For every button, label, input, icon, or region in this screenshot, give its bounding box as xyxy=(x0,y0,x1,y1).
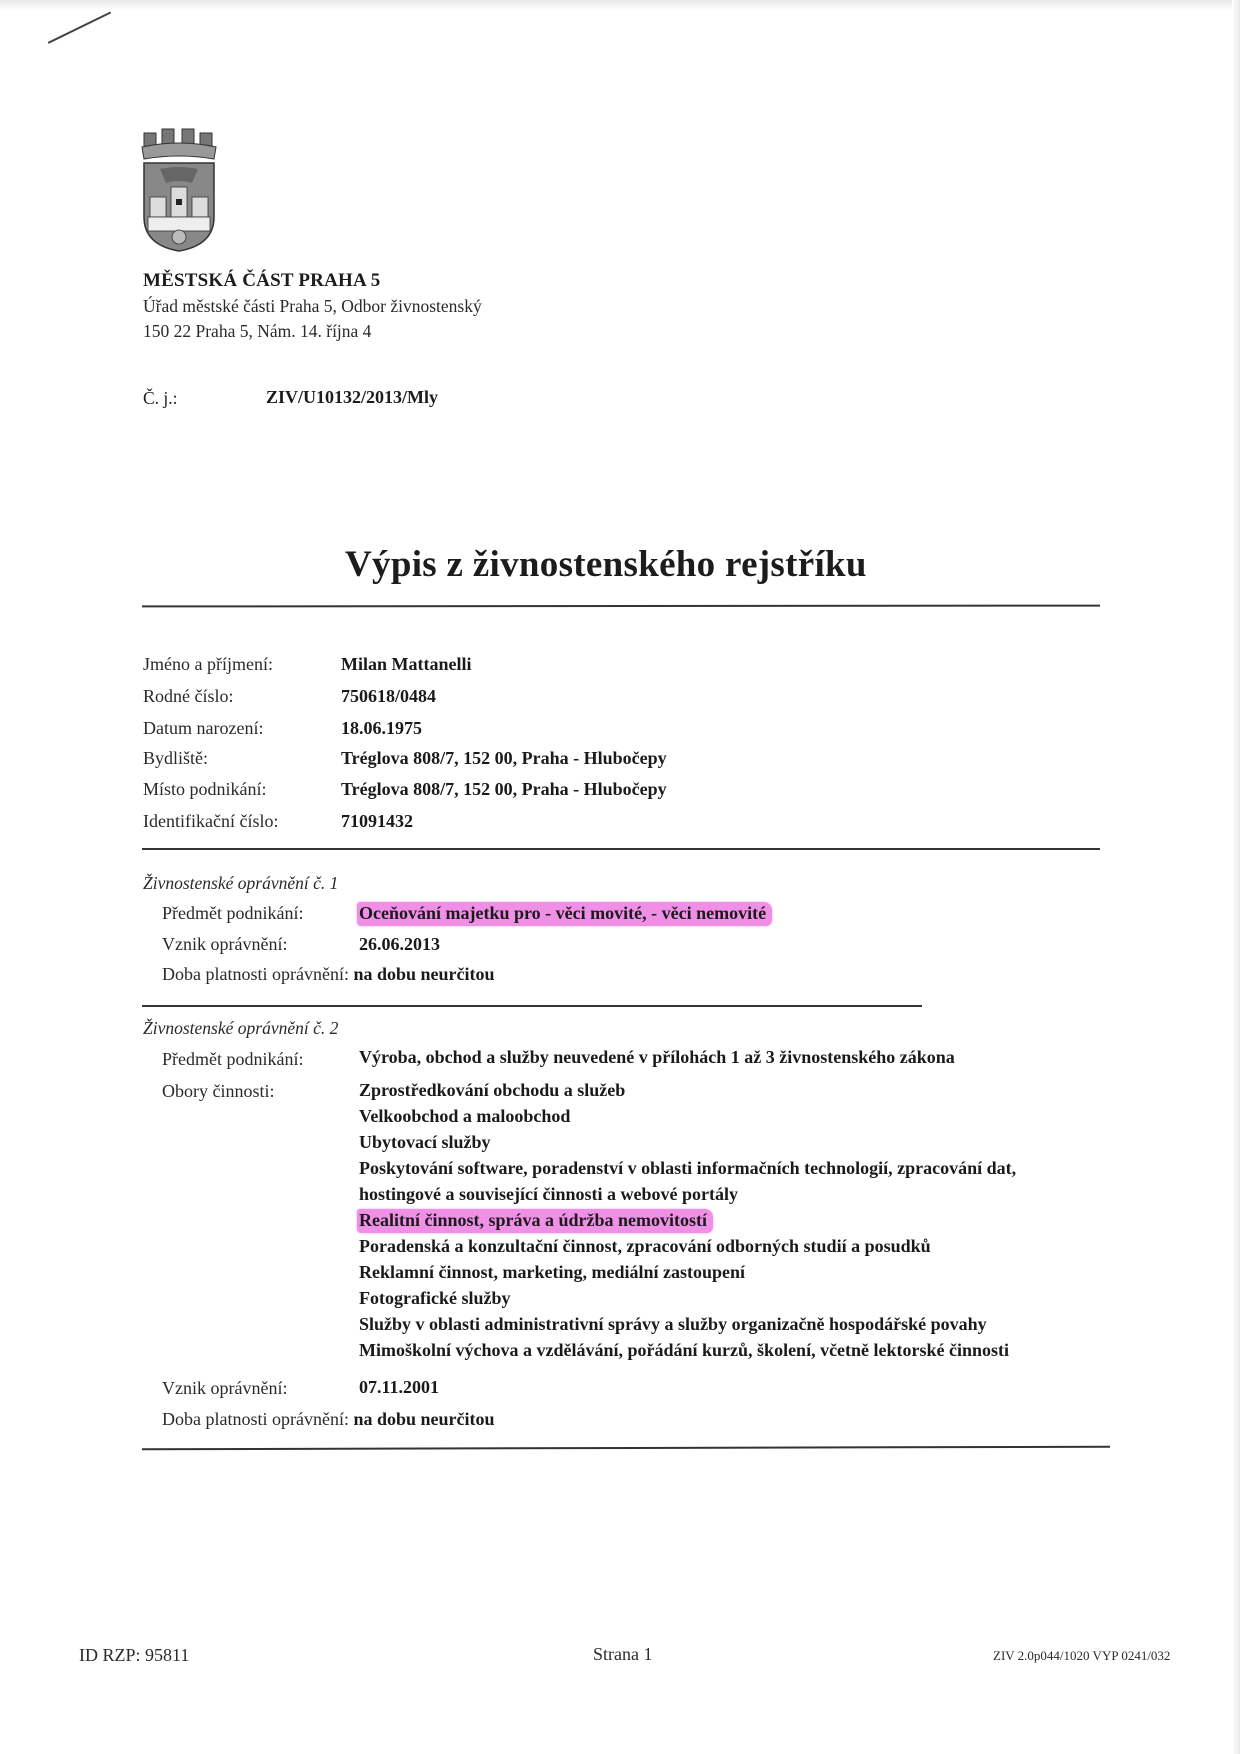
validity-value: na dobu neurčitou xyxy=(353,964,495,984)
field-item: Poskytování software, poradenství v oblasti informačních technologií, zpracování dat, xyxy=(359,1158,1017,1178)
fields-label: Obory činnosti: xyxy=(162,1081,275,1101)
license-title: Živnostenské oprávnění č. 2 xyxy=(143,1018,339,1038)
field-item: Fotografické služby xyxy=(359,1288,511,1308)
organization-name: MĚSTSKÁ ČÁST PRAHA 5 xyxy=(143,270,381,291)
divider xyxy=(142,1446,1110,1451)
scan-edge-right xyxy=(1232,0,1240,1754)
field-item: Mimoškolní výchova a vzdělávání, pořádání kurzů, školení, včetně lektorské činnosti xyxy=(359,1340,1010,1360)
field-item: Zprostředkování obchodu a služeb xyxy=(359,1080,626,1100)
divider xyxy=(142,848,1100,850)
origin-label: Vznik oprávnění: xyxy=(162,1378,288,1398)
business-place-value: Tréglova 808/7, 152 00, Praha - Hlubočepy xyxy=(341,779,667,799)
divider xyxy=(142,605,1100,608)
field-item: Velkoobchod a maloobchod xyxy=(359,1106,571,1126)
residence-value: Tréglova 808/7, 152 00, Praha - Hlubočepy xyxy=(341,748,667,768)
validity-row xyxy=(162,964,495,985)
validity-value: na dobu neurčitou xyxy=(353,1409,495,1429)
subject-label: Předmět podnikání: xyxy=(162,903,304,923)
validity-row xyxy=(162,1409,495,1430)
origin-label: Vznik oprávnění: xyxy=(162,934,288,954)
scan-edge-top xyxy=(0,0,1240,10)
organization-address: 150 22 Praha 5, Nám. 14. října 4 xyxy=(143,321,372,341)
subject-label: Předmět podnikání: xyxy=(162,1049,304,1069)
name-value: Milan Mattanelli xyxy=(341,654,472,674)
company-id-value: 71091432 xyxy=(341,811,413,831)
prague5-crest-icon xyxy=(140,125,218,253)
form-code: ZIV 2.0p044/1020 VYP 0241/032 xyxy=(993,1648,1171,1663)
reference-label: Č. j.: xyxy=(143,388,178,408)
highlighted-text: Realitní činnost, správa a údržba nemovitostí xyxy=(357,1209,713,1233)
field-item: Ubytovací služby xyxy=(359,1132,491,1152)
residence-label: Bydliště: xyxy=(143,748,209,768)
reference-number: ZIV/U10132/2013/Mly xyxy=(266,387,439,407)
birth-date-value: 18.06.1975 xyxy=(341,718,422,738)
field-item: Poradenská a konzultační činnost, zpracování odborných studií a posudků xyxy=(359,1236,931,1256)
birth-date-label: Datum narození: xyxy=(143,718,264,738)
birth-number-label: Rodné číslo: xyxy=(143,686,234,706)
organization-office: Úřad městské části Praha 5, Odbor živnostenský xyxy=(143,296,482,316)
origin-value: 26.06.2013 xyxy=(359,934,440,954)
field-item: Služby v oblasti administrativní správy a služby organizačně hospodářské povahy xyxy=(359,1314,987,1334)
field-item: hostingové a související činnosti a webové portály xyxy=(359,1184,739,1204)
name-label: Jméno a příjmení: xyxy=(143,654,273,674)
field-item: Reklamní činnost, marketing, mediální zastoupení xyxy=(359,1262,746,1282)
business-place-label: Místo podnikání: xyxy=(143,779,267,799)
page-number: Strana 1 xyxy=(593,1644,653,1664)
validity-label: Doba platnosti oprávnění: xyxy=(162,964,349,984)
highlighted-text: Oceňování majetku pro - věci movité, - věci nemovité xyxy=(357,902,772,926)
document-title: Výpis z živnostenského rejstříku xyxy=(345,544,867,585)
origin-value: 07.11.2001 xyxy=(359,1377,440,1397)
validity-label: Doba platnosti oprávnění: xyxy=(162,1409,349,1429)
pen-mark xyxy=(48,11,112,43)
company-id-label: Identifikační číslo: xyxy=(143,811,279,831)
field-item-highlighted xyxy=(359,1210,713,1231)
footer-id-rzp: ID RZP: 95811 xyxy=(79,1645,190,1665)
divider xyxy=(142,1005,922,1007)
subject-value: Výroba, obchod a služby neuvedené v přílohách 1 až 3 živnostenského zákona xyxy=(359,1047,955,1067)
license-title: Živnostenské oprávnění č. 1 xyxy=(143,873,339,893)
birth-number-value: 750618/0484 xyxy=(341,686,437,706)
subject-value xyxy=(359,903,772,924)
